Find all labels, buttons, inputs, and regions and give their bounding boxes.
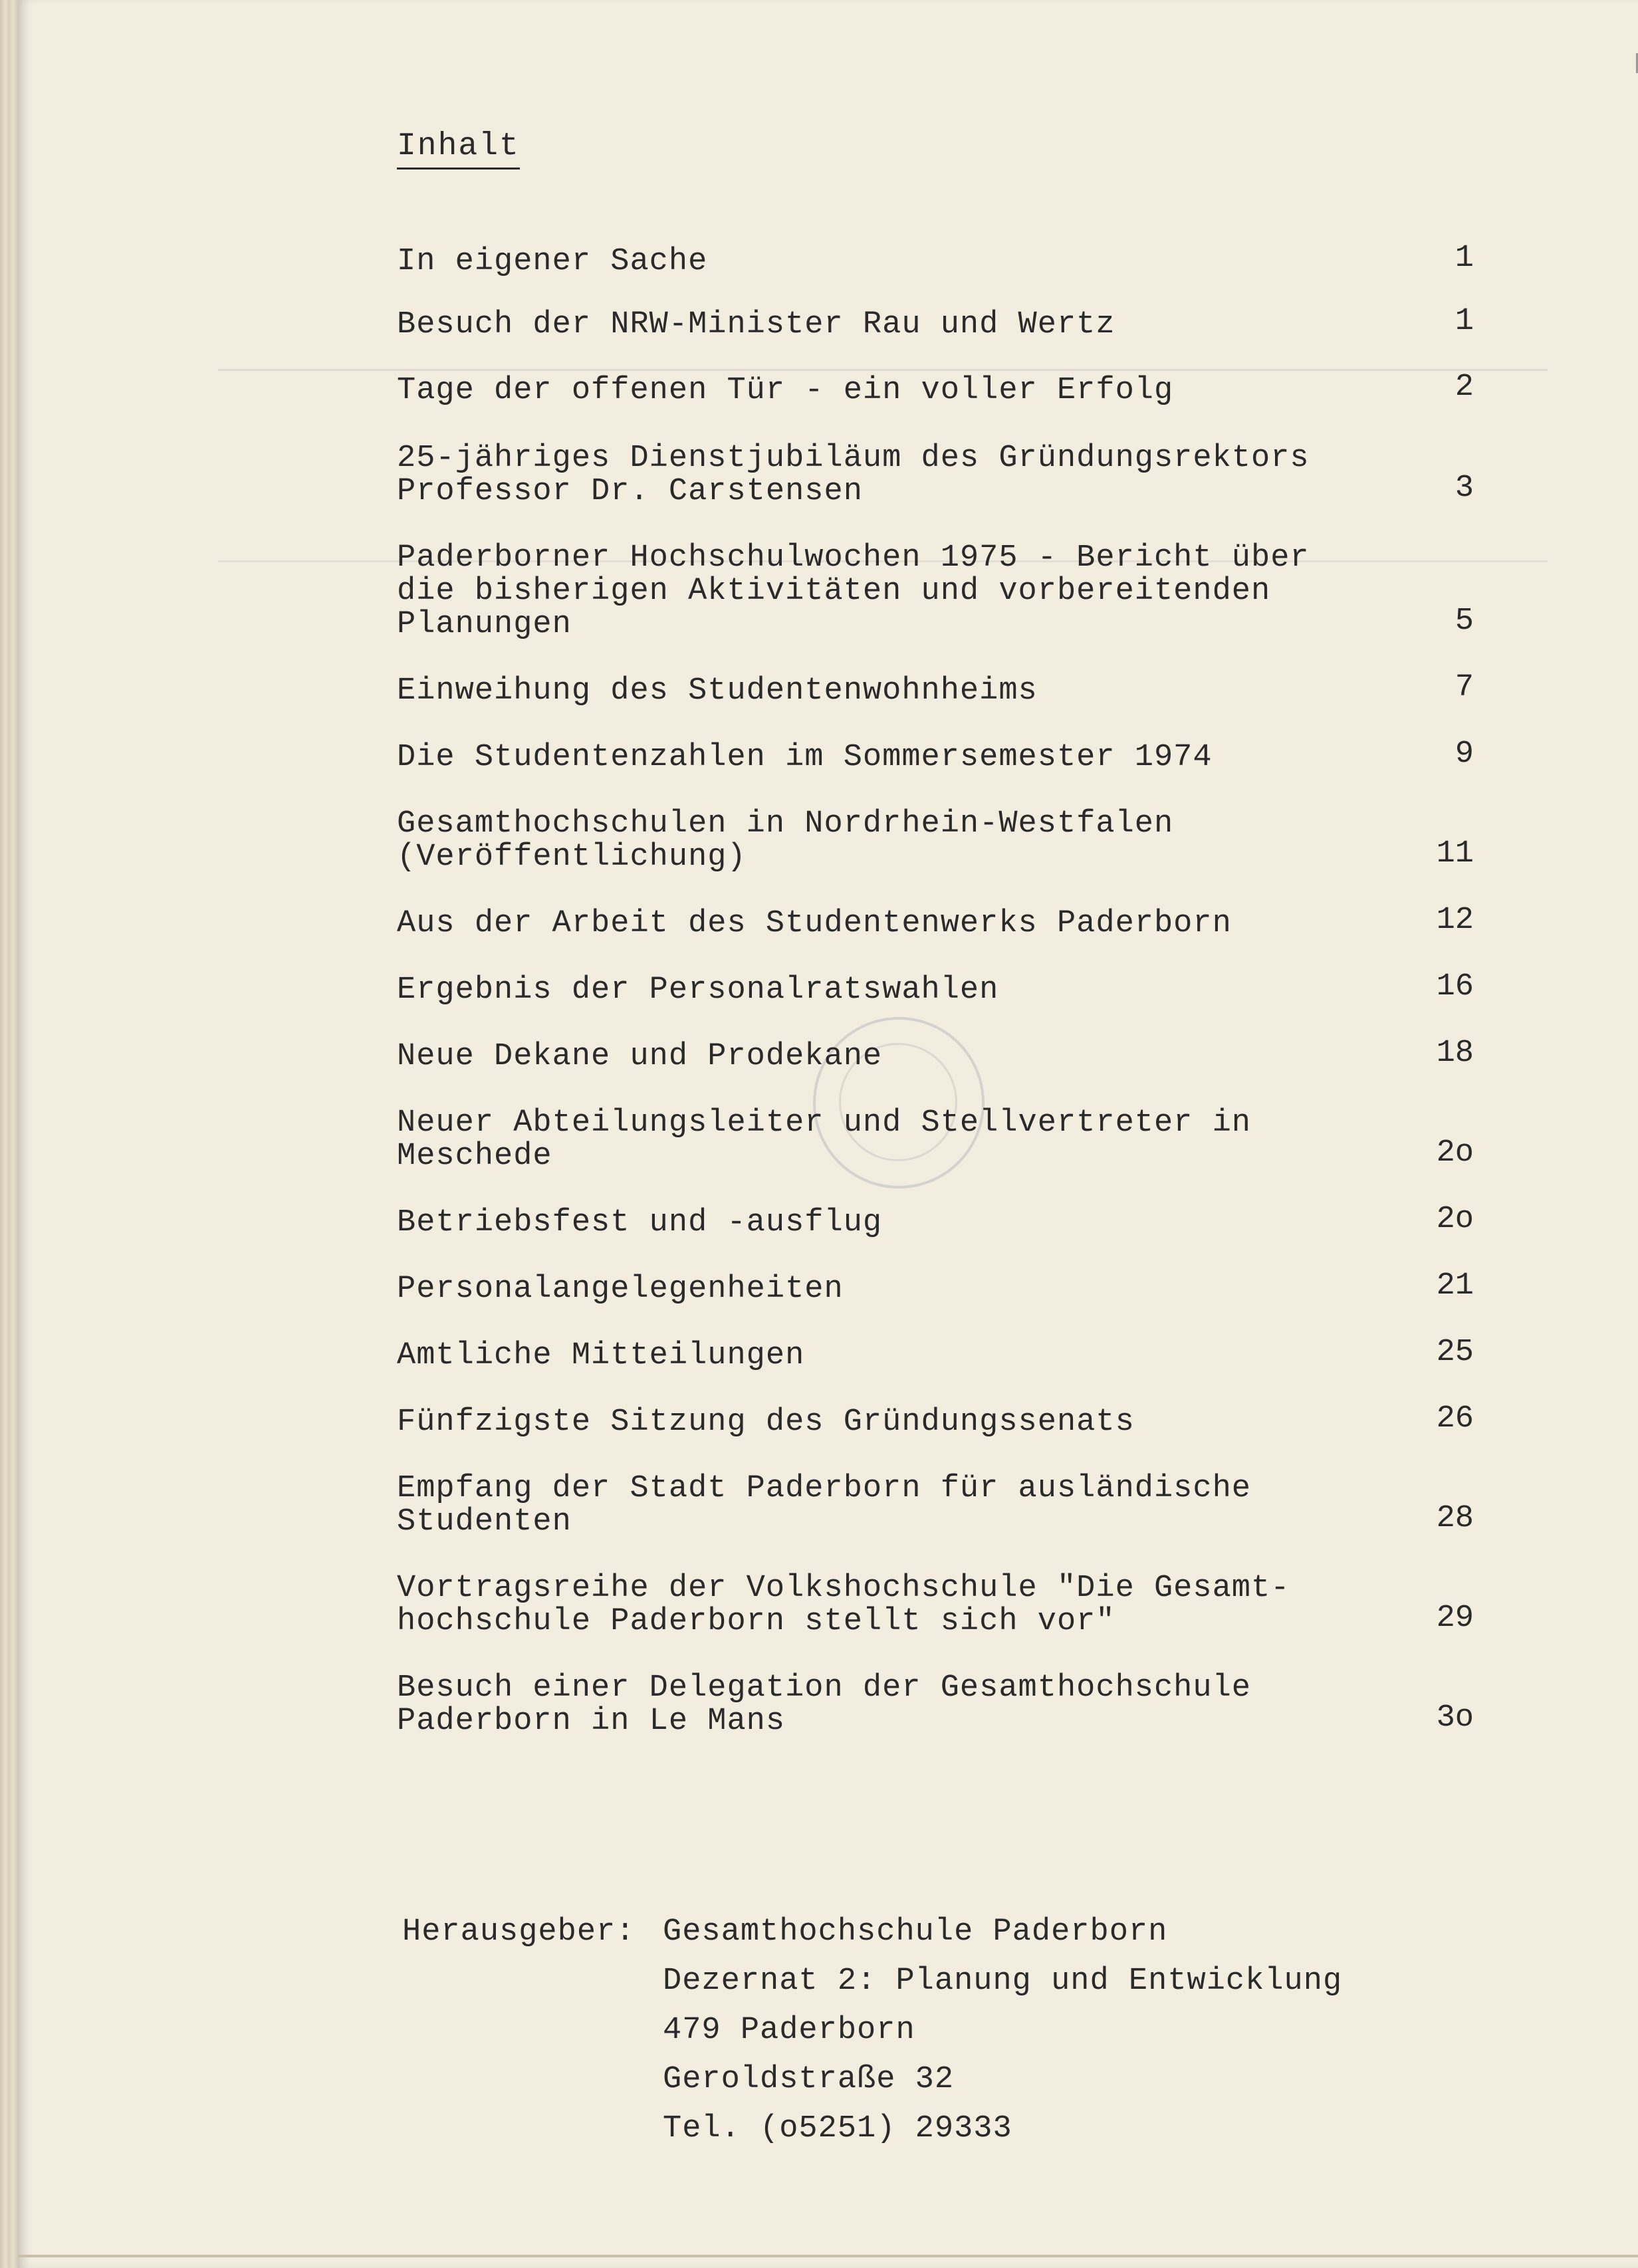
- toc-entry-page: 2o: [1436, 1202, 1474, 1237]
- page-stack-edge: [0, 0, 19, 2268]
- toc-entry-title: Gesamthochschulen in Nordrhein-Westfalen (Veröffentlichung): [397, 806, 1174, 875]
- toc-entry-page: 12: [1436, 903, 1474, 938]
- toc-entry-page: 1: [1455, 241, 1474, 276]
- toc-entry-title: Besuch einer Delegation der Gesamthochschule Paderborn in Le Mans: [397, 1670, 1252, 1739]
- toc-entry-title: Personalangelegenheiten: [397, 1272, 844, 1307]
- toc-entry-page: 3: [1455, 471, 1474, 506]
- toc-entry-title: Neue Dekane und Prodekane: [397, 1039, 883, 1074]
- toc-entry-page: 9: [1455, 737, 1474, 772]
- toc-entry-title: Empfang der Stadt Paderborn für ausländische Studenten: [397, 1471, 1252, 1539]
- toc-entry-page: 25: [1436, 1335, 1474, 1370]
- toc-entry-page: 21: [1436, 1268, 1474, 1304]
- toc-entry-page: 2o: [1436, 1135, 1474, 1171]
- toc-entry-page: 11: [1436, 836, 1474, 871]
- publisher-label: Herausgeber:: [402, 1914, 636, 1950]
- toc-entry-title: Tage der offenen Tür - ein voller Erfolg: [397, 373, 1174, 408]
- toc-entry-title: In eigener Sache: [397, 244, 708, 279]
- toc-entry-title: Amtliche Mitteilungen: [397, 1338, 805, 1373]
- publisher-phone: Tel. (o5251) 29333: [663, 2111, 1012, 2146]
- toc-entry-page: 2: [1455, 370, 1474, 405]
- toc-entry-title: Die Studentenzahlen im Sommersemester 1974: [397, 740, 1213, 775]
- toc-entry-title: Fünfzigste Sitzung des Gründungssenats: [397, 1405, 1135, 1440]
- toc-entry-title: Ergebnis der Personalratswahlen: [397, 972, 999, 1008]
- toc-entry-page: 29: [1436, 1601, 1474, 1636]
- page-title: Inhalt: [397, 128, 520, 170]
- toc-entry-title: 25-jähriges Dienstjubiläum des Gründungsrektors Professor Dr. Carstensen: [397, 441, 1310, 509]
- toc-entry-title: Einweihung des Studentenwohnheims: [397, 673, 1038, 709]
- toc-entry-title: Vortragsreihe der Volkshochschule "Die Gesamt- hochschule Paderborn stellt sich vor": [397, 1571, 1290, 1639]
- toc-entry-page: 26: [1436, 1401, 1474, 1436]
- toc-entry-page: 28: [1436, 1501, 1474, 1536]
- toc-entry-title: Neuer Abteilungsleiter und Stellvertreter in Meschede: [397, 1105, 1252, 1174]
- toc-entry-title: Aus der Arbeit des Studentenwerks Paderborn: [397, 906, 1232, 941]
- publisher-address: [663, 1908, 1461, 2154]
- toc-entry-page: 7: [1455, 670, 1474, 705]
- toc-entry-title: Betriebsfest und -ausflug: [397, 1205, 883, 1240]
- toc-entry-page: 5: [1455, 604, 1474, 639]
- publisher-department: Dezernat 2: Planung und Entwicklung: [663, 1964, 1343, 1999]
- toc-entry-page: 18: [1436, 1036, 1474, 1071]
- publisher-city: 479 Paderborn: [663, 2013, 915, 2048]
- publisher-street: Geroldstraße 32: [663, 2062, 955, 2097]
- toc-entry-page: 3o: [1436, 1700, 1474, 1736]
- toc-entry-title: Paderborner Hochschulwochen 1975 - Bericht über die bisherigen Aktivitäten und vorbereitenden Planungen: [397, 540, 1310, 642]
- publisher-name: Gesamthochschule Paderborn: [663, 1914, 1168, 1950]
- toc-entry-page: 1: [1455, 304, 1474, 339]
- page-bottom-edge: [19, 2255, 1638, 2257]
- toc-entry-title: Besuch der NRW-Minister Rau und Wertz: [397, 307, 1115, 342]
- toc-entry-page: 16: [1436, 969, 1474, 1004]
